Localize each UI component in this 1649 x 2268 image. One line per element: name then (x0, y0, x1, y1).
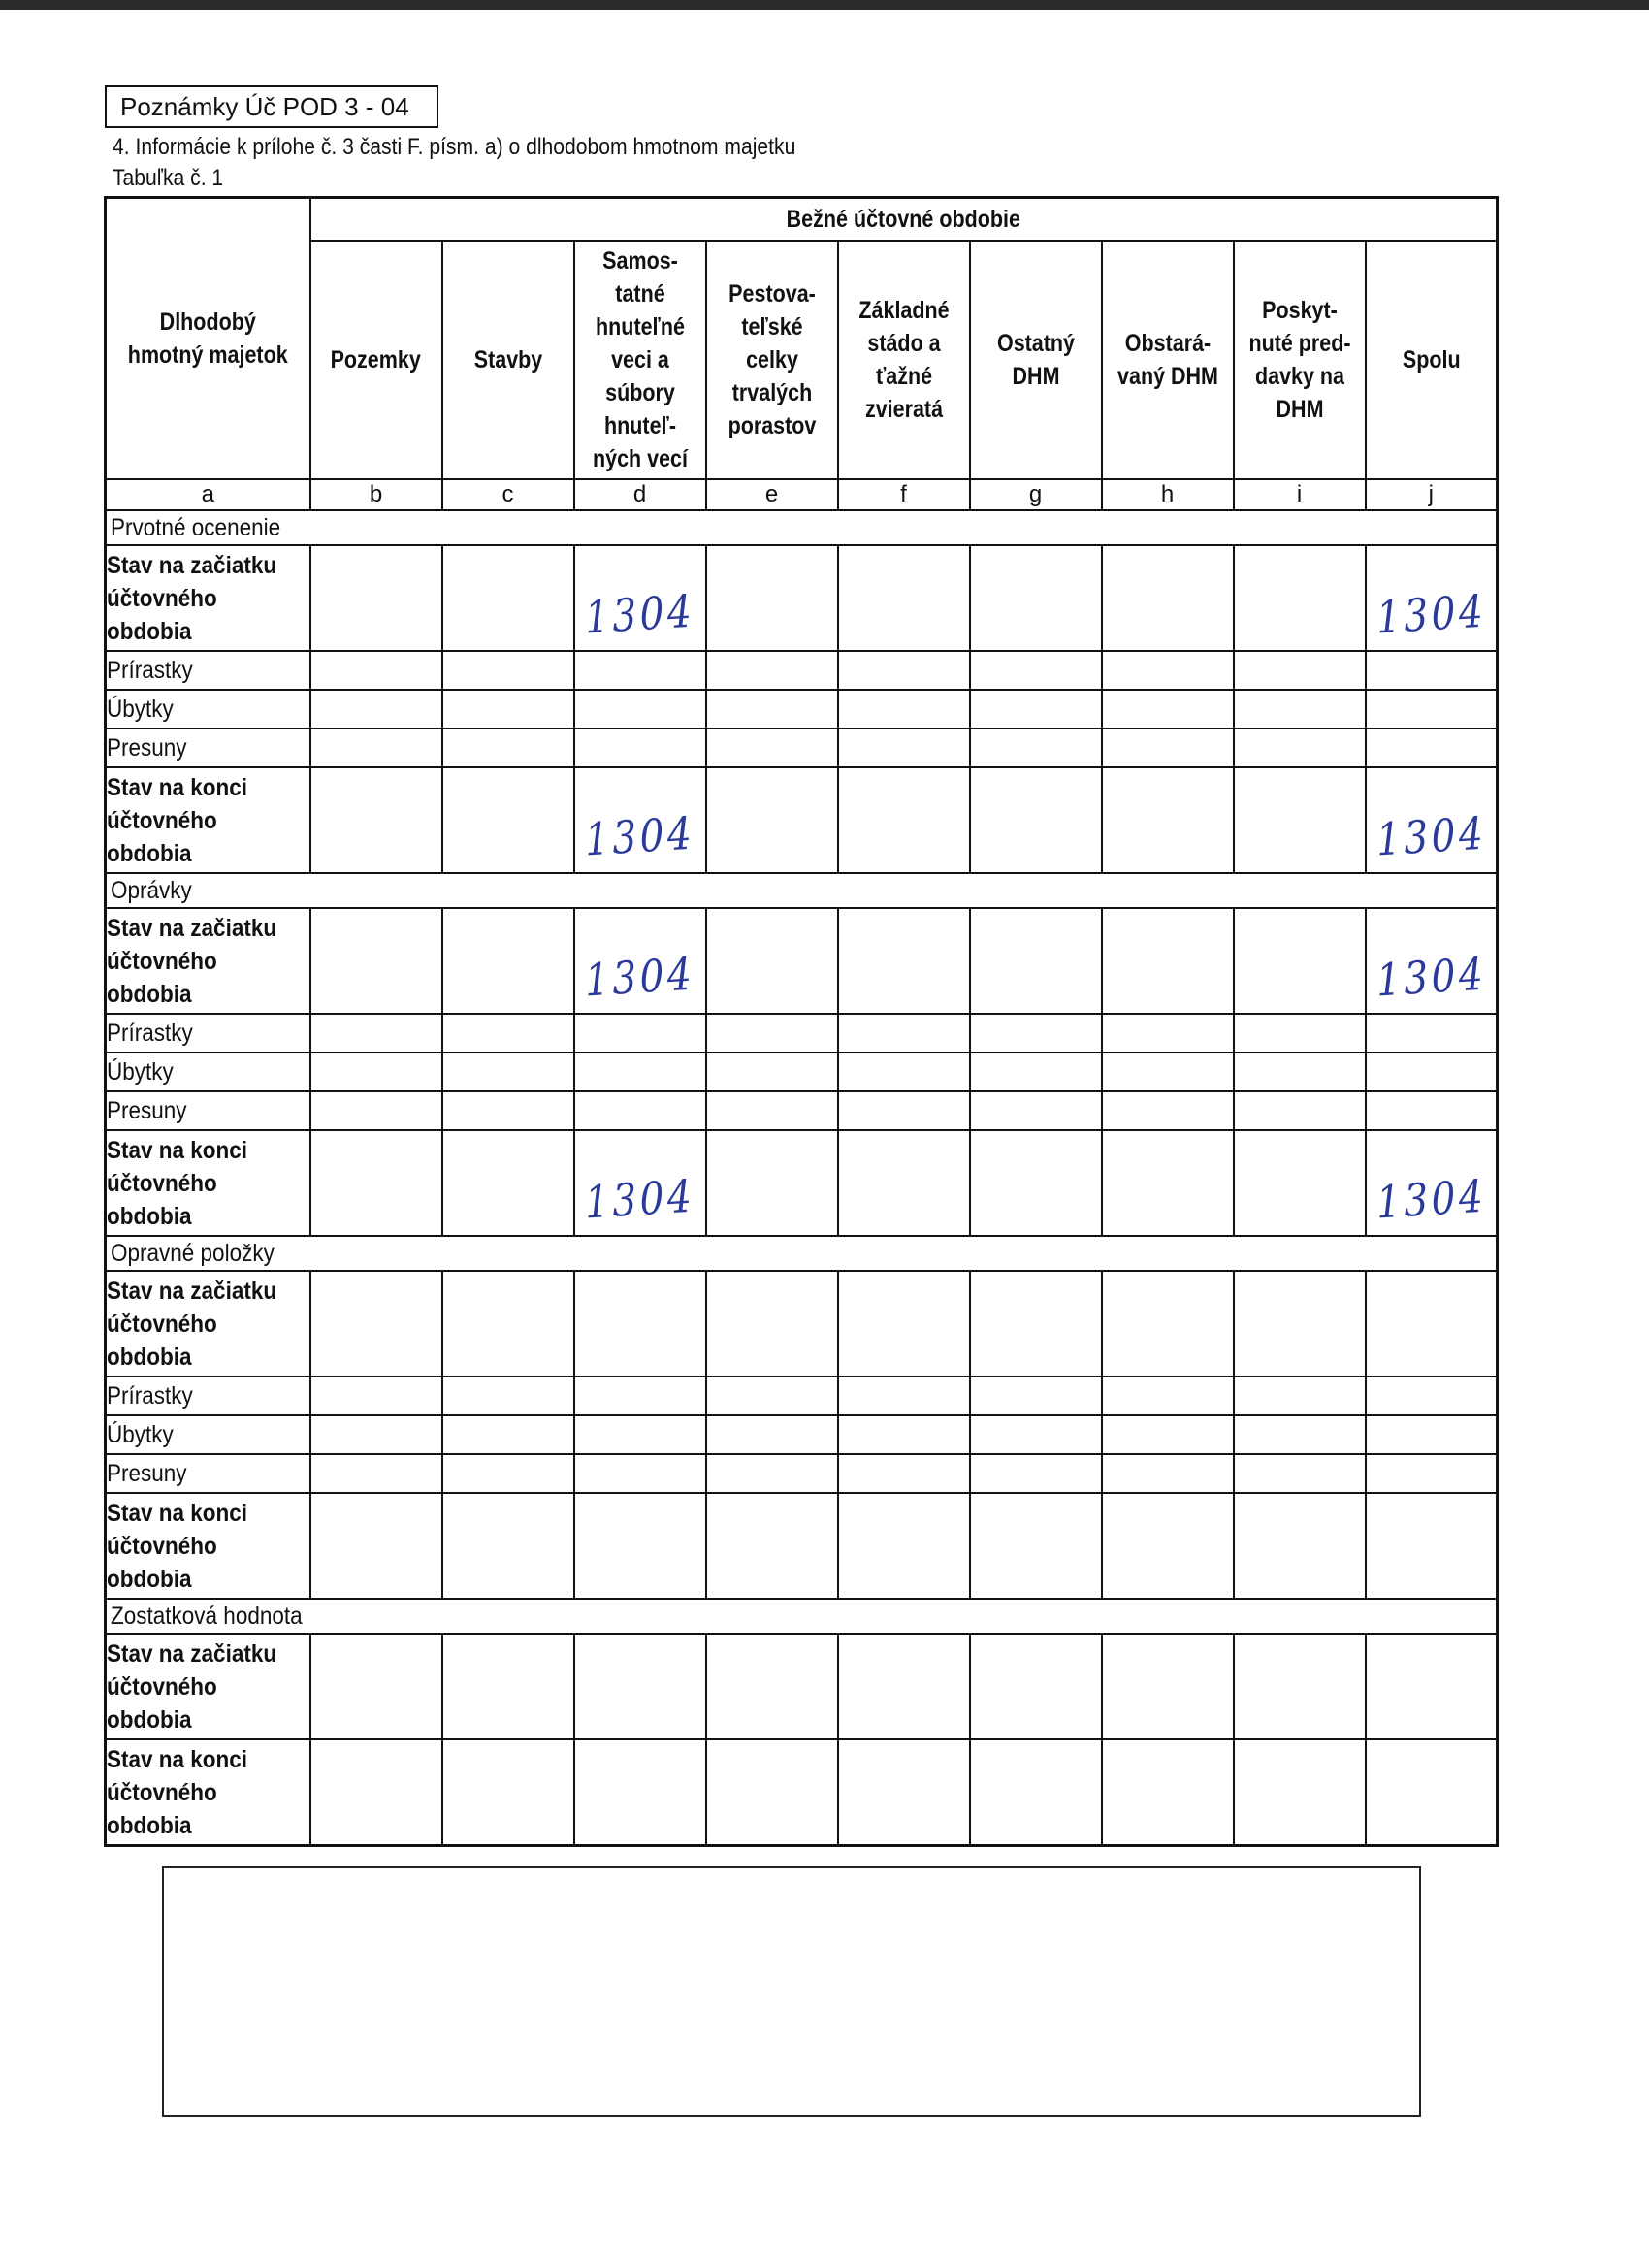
value-cell[interactable] (706, 1634, 838, 1739)
value-cell[interactable] (1366, 1130, 1498, 1236)
value-cell[interactable] (970, 908, 1102, 1014)
table-row (106, 729, 1498, 767)
value-cell[interactable] (310, 1377, 442, 1415)
value-cell[interactable] (706, 651, 838, 690)
column-header: Pozemky (310, 241, 442, 479)
value-cell[interactable] (574, 1091, 706, 1130)
column-header: Základné stádo a ťažné zvieratá (838, 241, 970, 479)
value-cell[interactable] (1234, 1130, 1366, 1236)
value-cell[interactable] (1102, 1634, 1234, 1739)
value-cell[interactable] (310, 729, 442, 767)
table-row (106, 690, 1498, 729)
row-label: Stav na začiatku účtovného obdobia (106, 545, 310, 651)
value-cell[interactable] (706, 690, 838, 729)
value-cell[interactable] (442, 908, 574, 1014)
value-cell[interactable] (1234, 908, 1366, 1014)
value-cell[interactable] (310, 767, 442, 873)
value-cell[interactable] (838, 1739, 970, 1846)
form-id-box (105, 85, 438, 128)
value-cell[interactable] (574, 908, 706, 1014)
value-cell[interactable] (706, 1091, 838, 1130)
value-cell[interactable] (1234, 1739, 1366, 1846)
row-label: Úbytky (106, 1053, 310, 1091)
value-cell[interactable] (574, 1454, 706, 1493)
row-label: Stav na konci účtovného obdobia (106, 1130, 310, 1236)
value-cell[interactable] (442, 1493, 574, 1599)
value-cell[interactable] (310, 651, 442, 690)
table-row (106, 767, 1498, 873)
column-letter: e (706, 479, 838, 510)
value-cell[interactable] (442, 1634, 574, 1739)
value-cell[interactable] (970, 690, 1102, 729)
table-row (106, 1739, 1498, 1846)
value-cell[interactable] (838, 1130, 970, 1236)
value-cell[interactable] (310, 908, 442, 1014)
value-cell[interactable] (574, 651, 706, 690)
scan-top-band (0, 0, 1649, 10)
value-cell[interactable] (1366, 1014, 1498, 1053)
value-cell[interactable] (1366, 1634, 1498, 1739)
handwritten-value: 1304 (1374, 584, 1487, 644)
value-cell[interactable] (442, 1271, 574, 1377)
value-cell[interactable] (838, 1454, 970, 1493)
value-cell[interactable] (838, 1271, 970, 1377)
value-cell[interactable] (1102, 1739, 1234, 1846)
value-cell[interactable] (442, 1014, 574, 1053)
value-cell[interactable] (706, 908, 838, 1014)
handwritten-value: 1304 (583, 1169, 696, 1229)
row-label: Stav na konci účtovného obdobia (106, 767, 310, 873)
value-cell[interactable] (442, 1377, 574, 1415)
value-cell[interactable] (310, 1493, 442, 1599)
notes-box (162, 1866, 1421, 2117)
value-cell[interactable] (310, 1271, 442, 1377)
value-cell[interactable] (310, 1053, 442, 1091)
value-cell[interactable] (310, 690, 442, 729)
value-cell[interactable] (1366, 690, 1498, 729)
row-label: Stav na konci účtovného obdobia (106, 1493, 310, 1599)
value-cell[interactable] (1234, 1415, 1366, 1454)
value-cell[interactable] (1234, 1377, 1366, 1415)
value-cell[interactable] (574, 1415, 706, 1454)
value-cell[interactable] (1102, 651, 1234, 690)
value-cell[interactable] (574, 1493, 706, 1599)
value-cell[interactable] (970, 1493, 1102, 1599)
value-cell[interactable] (310, 1454, 442, 1493)
value-cell[interactable] (706, 1130, 838, 1236)
value-cell[interactable] (1234, 545, 1366, 651)
value-cell[interactable] (442, 1415, 574, 1454)
value-cell[interactable] (970, 1271, 1102, 1377)
value-cell[interactable] (970, 1091, 1102, 1130)
value-cell[interactable] (574, 1634, 706, 1739)
column-header: Ostatný DHM (970, 241, 1102, 479)
section-row (106, 1236, 1498, 1271)
value-cell[interactable] (1366, 1739, 1498, 1846)
value-cell[interactable] (1102, 1130, 1234, 1236)
value-cell[interactable] (838, 690, 970, 729)
value-cell[interactable] (1102, 545, 1234, 651)
value-cell[interactable] (970, 1739, 1102, 1846)
value-cell[interactable] (442, 729, 574, 767)
column-letter: c (442, 479, 574, 510)
value-cell[interactable] (310, 1634, 442, 1739)
table-row (106, 1271, 1498, 1377)
value-cell[interactable] (1366, 1091, 1498, 1130)
table-number: Tabuľka č. 1 (113, 165, 224, 191)
handwritten-value: 1304 (583, 806, 696, 866)
section-title: Prvotné ocenenie (106, 510, 1498, 545)
section-title: Opravné položky (106, 1236, 1498, 1271)
value-cell[interactable] (1234, 729, 1366, 767)
value-cell[interactable] (310, 545, 442, 651)
column-letter: f (838, 479, 970, 510)
value-cell[interactable] (706, 1415, 838, 1454)
value-cell[interactable] (1102, 1091, 1234, 1130)
value-cell[interactable] (1234, 1014, 1366, 1053)
section-row (106, 873, 1498, 908)
value-cell[interactable] (1234, 1091, 1366, 1130)
fixed-assets-table (104, 196, 1499, 1847)
table-row (106, 545, 1498, 651)
value-cell[interactable] (1234, 767, 1366, 873)
value-cell[interactable] (310, 1739, 442, 1846)
column-header: Samos- tatné hnuteľné veci a súbory hnuteľ- ných vecí (574, 241, 706, 479)
value-cell[interactable] (574, 729, 706, 767)
column-letter: i (1234, 479, 1366, 510)
value-cell[interactable] (442, 651, 574, 690)
value-cell[interactable] (706, 545, 838, 651)
row-label: Prírastky (106, 1014, 310, 1053)
value-cell[interactable] (442, 1130, 574, 1236)
value-cell[interactable] (1366, 545, 1498, 651)
value-cell[interactable] (1366, 1454, 1498, 1493)
value-cell[interactable] (574, 1053, 706, 1091)
value-cell[interactable] (970, 651, 1102, 690)
column-letter: a (106, 479, 310, 510)
value-cell[interactable] (838, 729, 970, 767)
value-cell[interactable] (442, 1739, 574, 1846)
column-letter: j (1366, 479, 1498, 510)
section-heading: 4. Informácie k prílohe č. 3 časti F. písm. a) o dlhodobom hmotnom majetku (113, 134, 796, 160)
value-cell[interactable] (970, 545, 1102, 651)
column-header: Pestova- teľské celky trvalých porastov (706, 241, 838, 479)
value-cell[interactable] (706, 1454, 838, 1493)
value-cell[interactable] (442, 545, 574, 651)
table-row (106, 1415, 1498, 1454)
value-cell[interactable] (838, 1091, 970, 1130)
value-cell[interactable] (574, 545, 706, 651)
value-cell[interactable] (970, 1634, 1102, 1739)
value-cell[interactable] (442, 767, 574, 873)
table-row (106, 1493, 1498, 1599)
row-label: Presuny (106, 1091, 310, 1130)
value-cell[interactable] (706, 1377, 838, 1415)
value-cell[interactable] (706, 1739, 838, 1846)
form-id: Poznámky Úč POD 3 - 04 (120, 92, 409, 121)
row-label: Presuny (106, 729, 310, 767)
row-label: Presuny (106, 1454, 310, 1493)
row-label: Stav na začiatku účtovného obdobia (106, 1271, 310, 1377)
row-label: Stav na konci účtovného obdobia (106, 1739, 310, 1846)
column-header: Stavby (442, 241, 574, 479)
value-cell[interactable] (1234, 1271, 1366, 1377)
value-cell[interactable] (838, 908, 970, 1014)
value-cell[interactable] (706, 1271, 838, 1377)
table-row (106, 1091, 1498, 1130)
row-label: Stav na začiatku účtovného obdobia (106, 908, 310, 1014)
value-cell[interactable] (838, 1634, 970, 1739)
value-cell[interactable] (574, 1014, 706, 1053)
row-label: Stav na začiatku účtovného obdobia (106, 1634, 310, 1739)
value-cell[interactable] (838, 1377, 970, 1415)
value-cell[interactable] (574, 690, 706, 729)
table-row (106, 651, 1498, 690)
value-cell[interactable] (1234, 1634, 1366, 1739)
handwritten-value: 1304 (1374, 806, 1487, 866)
table-row (106, 908, 1498, 1014)
value-cell[interactable] (1102, 1454, 1234, 1493)
column-header: Spolu (1366, 241, 1498, 479)
value-cell[interactable] (1234, 1053, 1366, 1091)
value-cell[interactable] (442, 690, 574, 729)
value-cell[interactable] (970, 1415, 1102, 1454)
table-row (106, 1377, 1498, 1415)
value-cell[interactable] (310, 1130, 442, 1236)
row-label: Prírastky (106, 1377, 310, 1415)
value-cell[interactable] (442, 1454, 574, 1493)
value-cell[interactable] (1102, 690, 1234, 729)
handwritten-value: 1304 (583, 584, 696, 644)
table-row (106, 1014, 1498, 1053)
value-cell[interactable] (970, 1014, 1102, 1053)
value-cell[interactable] (1102, 1377, 1234, 1415)
column-header: Poskyt- nuté pred- davky na DHM (1234, 241, 1366, 479)
handwritten-value: 1304 (1374, 947, 1487, 1007)
value-cell[interactable] (838, 1493, 970, 1599)
column-letter: g (970, 479, 1102, 510)
value-cell[interactable] (838, 1415, 970, 1454)
value-cell[interactable] (574, 1739, 706, 1846)
value-cell[interactable] (838, 651, 970, 690)
value-cell[interactable] (1102, 908, 1234, 1014)
row-header: Dlhodobý hmotný majetok (106, 198, 310, 480)
handwritten-value: 1304 (1374, 1169, 1487, 1229)
value-cell[interactable] (1102, 767, 1234, 873)
row-label: Úbytky (106, 1415, 310, 1454)
value-cell[interactable] (970, 767, 1102, 873)
value-cell[interactable] (310, 1014, 442, 1053)
value-cell[interactable] (574, 1377, 706, 1415)
value-cell[interactable] (442, 1053, 574, 1091)
value-cell[interactable] (706, 1053, 838, 1091)
handwritten-value: 1304 (583, 947, 696, 1007)
value-cell[interactable] (1234, 651, 1366, 690)
column-header: Obstará- vaný DHM (1102, 241, 1234, 479)
value-cell[interactable] (706, 1014, 838, 1053)
value-cell[interactable] (1102, 1493, 1234, 1599)
section-row (106, 1599, 1498, 1634)
value-cell[interactable] (442, 1091, 574, 1130)
value-cell[interactable] (1234, 1454, 1366, 1493)
value-cell[interactable] (1102, 729, 1234, 767)
value-cell[interactable] (970, 729, 1102, 767)
value-cell[interactable] (1366, 767, 1498, 873)
value-cell[interactable] (1234, 690, 1366, 729)
value-cell[interactable] (1366, 1271, 1498, 1377)
value-cell[interactable] (574, 1271, 706, 1377)
value-cell[interactable] (838, 1053, 970, 1091)
section-title: Oprávky (106, 873, 1498, 908)
value-cell[interactable] (1102, 1271, 1234, 1377)
value-cell[interactable] (1102, 1053, 1234, 1091)
value-cell[interactable] (1366, 651, 1498, 690)
value-cell[interactable] (970, 1053, 1102, 1091)
value-cell[interactable] (706, 767, 838, 873)
value-cell[interactable] (838, 545, 970, 651)
value-cell[interactable] (1366, 908, 1498, 1014)
value-cell[interactable] (1366, 1053, 1498, 1091)
value-cell[interactable] (970, 1454, 1102, 1493)
row-label: Úbytky (106, 690, 310, 729)
row-label: Prírastky (106, 651, 310, 690)
value-cell[interactable] (310, 1415, 442, 1454)
section-row (106, 510, 1498, 545)
section-title: Zostatková hodnota (106, 1599, 1498, 1634)
value-cell[interactable] (574, 767, 706, 873)
value-cell[interactable] (1102, 1415, 1234, 1454)
value-cell[interactable] (706, 1493, 838, 1599)
period-header: Bežné účtovné obdobie (310, 198, 1498, 242)
value-cell[interactable] (1366, 1493, 1498, 1599)
value-cell[interactable] (1366, 1377, 1498, 1415)
column-letter: d (574, 479, 706, 510)
value-cell[interactable] (1366, 1415, 1498, 1454)
value-cell[interactable] (1366, 729, 1498, 767)
table-row (106, 1454, 1498, 1493)
value-cell[interactable] (970, 1130, 1102, 1236)
value-cell[interactable] (574, 1130, 706, 1236)
table-row (106, 1053, 1498, 1091)
value-cell[interactable] (706, 729, 838, 767)
table-row (106, 1130, 1498, 1236)
column-letter: h (1102, 479, 1234, 510)
value-cell[interactable] (1102, 1014, 1234, 1053)
value-cell[interactable] (838, 767, 970, 873)
column-letter: b (310, 479, 442, 510)
value-cell[interactable] (1234, 1493, 1366, 1599)
value-cell[interactable] (970, 1377, 1102, 1415)
value-cell[interactable] (310, 1091, 442, 1130)
value-cell[interactable] (838, 1014, 970, 1053)
table-row (106, 1634, 1498, 1739)
